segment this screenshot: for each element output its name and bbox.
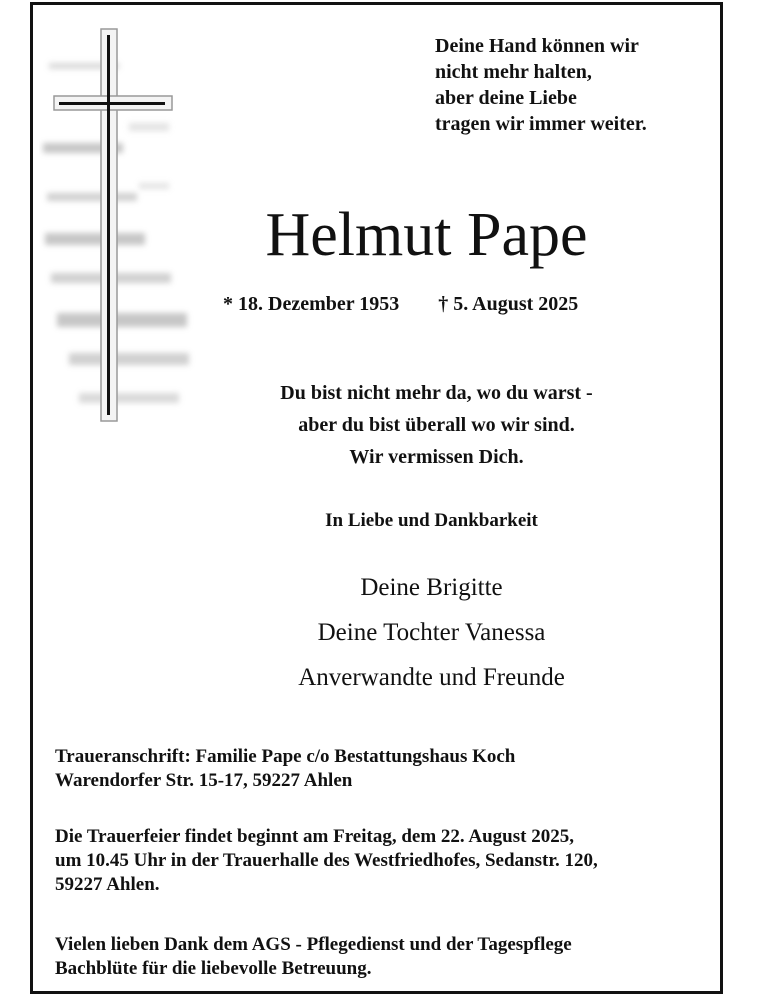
- mourners-list: [33, 565, 720, 700]
- mourning-address: [55, 745, 515, 793]
- poem-line: Deine Hand können wir: [435, 35, 639, 57]
- poem-line: aber deine Liebe: [435, 87, 577, 109]
- closing-phrase: In Liebe und Dankbarkeit: [325, 510, 538, 531]
- quote-line: Du bist nicht mehr da, wo du warst -: [280, 382, 593, 404]
- thanks-note: [55, 933, 572, 981]
- funeral-service-info: [55, 825, 598, 897]
- poem-line: tragen wir immer weiter.: [435, 113, 647, 135]
- life-dates: [33, 293, 720, 316]
- address-line: Warendorfer Str. 15-17, 59227 Ahlen: [55, 770, 353, 791]
- obituary-frame: [30, 2, 723, 994]
- quote-line: aber du bist überall wo wir sind.: [298, 414, 575, 436]
- thanks-line: Vielen lieben Dank dem AGS - Pflegedienst und der Tagespflege: [55, 934, 572, 955]
- death-date: † 5. August 2025: [438, 293, 579, 315]
- mourner-name: Deine Tochter Vanessa: [317, 619, 546, 646]
- thanks-line: Bachblüte für die liebevolle Betreuung.: [55, 958, 372, 979]
- memorial-poem: [435, 33, 647, 137]
- poem-line: nicht mehr halten,: [435, 61, 592, 83]
- birth-date: * 18. Dezember 1953: [223, 293, 400, 315]
- quote-line: Wir vermissen Dich.: [349, 446, 524, 468]
- service-line: 59227 Ahlen.: [55, 874, 160, 895]
- service-line: Die Trauerfeier findet beginnt am Freitag, dem 22. August 2025,: [55, 826, 574, 847]
- mourner-name: Anverwandte und Freunde: [298, 664, 565, 691]
- address-line: Traueranschrift: Familie Pape c/o Bestattungshaus Koch: [55, 746, 516, 767]
- mourner-name: Deine Brigitte: [360, 574, 503, 601]
- memorial-quote: [33, 377, 720, 473]
- deceased-name: Helmut Pape: [265, 201, 588, 269]
- service-line: um 10.45 Uhr in der Trauerhalle des Westfriedhofes, Sedanstr. 120,: [55, 850, 598, 871]
